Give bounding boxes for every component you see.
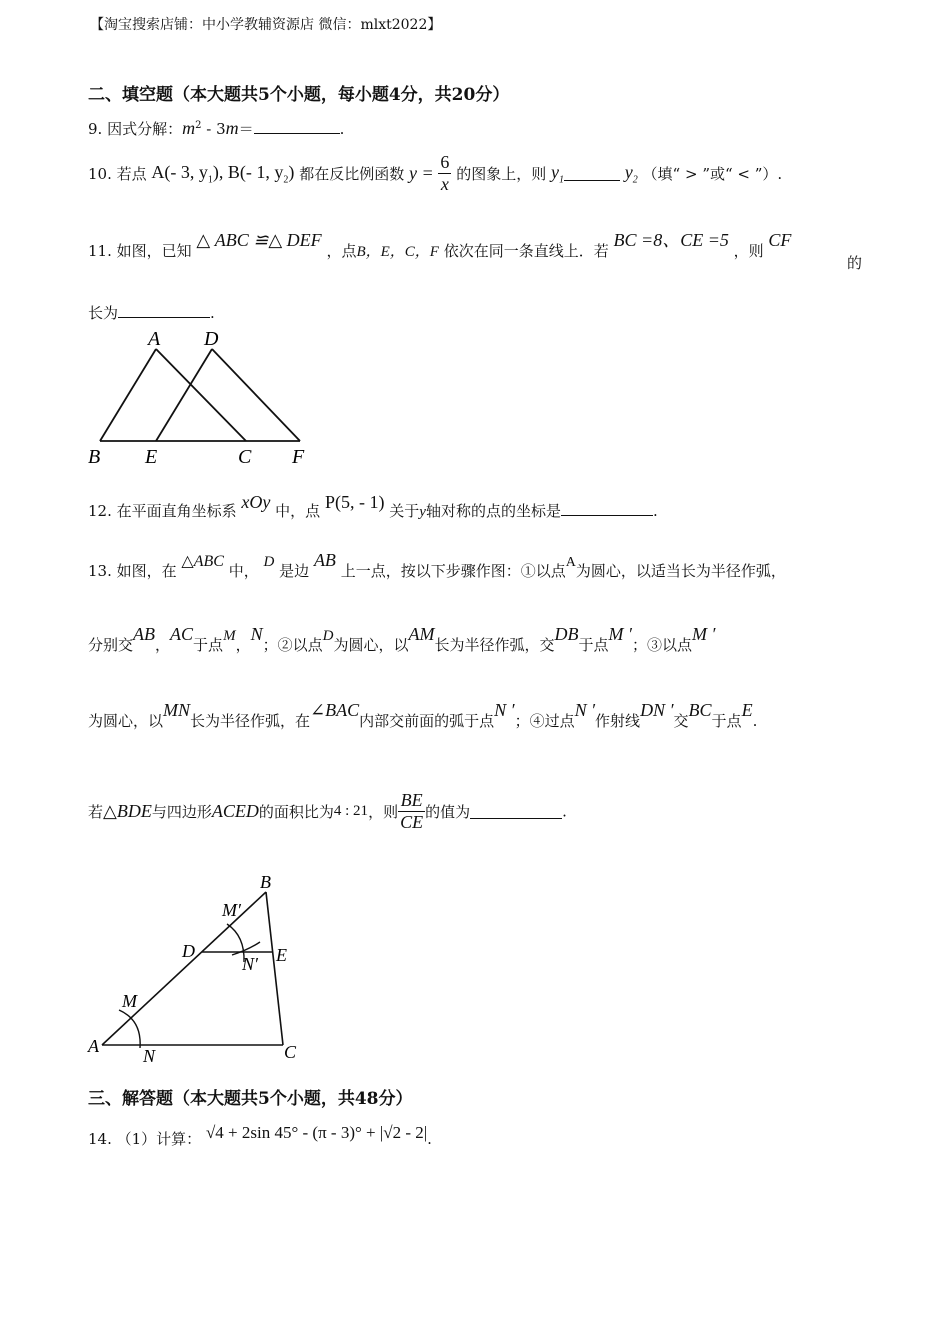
q13-l4-bde: △BDE [103, 801, 152, 821]
question-14: 14. （1）计算： √4 + 2sin 45° - (π - 3)° + |√2 - 2|. [88, 1123, 432, 1148]
q11-congruence: △ ABC ≌△ DEF [196, 230, 322, 250]
fig2-label-e: E [276, 945, 287, 965]
q10-point-a: A(- 3, $y_1$), B(- 1, $y_2$) [151, 161, 295, 186]
q10-answer-blank[interactable] [564, 166, 620, 181]
q10-y1: $y_1$ [550, 161, 564, 186]
question-10 [88, 152, 782, 195]
fig1-label-f: F [292, 446, 305, 468]
fig1-side-df [212, 349, 300, 441]
fig2-label-n: N [143, 1046, 156, 1066]
fig2-label-nprime: N′ [242, 954, 258, 974]
q13-d: D [263, 554, 275, 570]
question-13-line3: 为圆心，以MN长为半径作弧，在∠BAC内部交前面的弧于点N ′；④过点N ′作射线DN ′交BC于点E. [88, 700, 758, 730]
q10-text1: 都在反比例函数 [299, 165, 405, 183]
q13-l4-aced: ACED [211, 801, 259, 821]
question-11 [88, 230, 792, 262]
q11-text1: ，点 [326, 242, 357, 260]
q13-l2-d: D [322, 628, 334, 644]
q11-answer-blank[interactable] [118, 303, 210, 318]
question-13-line2: 分别交AB，AC于点M，N；②以点D为圆心，以AM长为半径作弧，交DB于点M ′；③以点M ′ [88, 624, 716, 654]
fig2-label-a: A [88, 1036, 99, 1056]
q10-y2: $y_2$ [624, 161, 638, 186]
figure-1-triangles [80, 325, 330, 470]
q13-l2-m: M [223, 628, 236, 644]
q12-yaxis: y [419, 504, 426, 520]
q11-text3: ，则 [733, 242, 764, 260]
q12-xoy: xOy [241, 492, 271, 512]
figure-2-construction [80, 870, 320, 1070]
fig2-label-mprime: M′ [222, 900, 241, 920]
fig2-label-c: C [284, 1042, 297, 1062]
q10-fraction: $\frac{6}{x}$ [440, 152, 450, 194]
q13-ab: AB [313, 550, 336, 570]
q9-m2: m [225, 118, 239, 138]
fig1-label-e: E [145, 446, 158, 468]
q11-line2: 长为 . [88, 304, 215, 322]
q13-l2-mp: M ′ [608, 624, 632, 644]
q11-cf: CF [768, 230, 792, 250]
q13-l2-mp2: M ′ [691, 624, 716, 644]
q12-answer-blank[interactable] [561, 501, 653, 516]
q12-point: P(5, - 1) [324, 492, 385, 512]
q9-answer-blank[interactable] [254, 119, 340, 134]
q9-m: m [182, 118, 196, 138]
fig2-label-b: B [260, 872, 271, 892]
q14-label: 14. （1）计算： [88, 1130, 202, 1148]
q13-a: A [565, 555, 576, 570]
q13-answer-blank[interactable] [470, 804, 562, 819]
q12-text1: 中，点 [275, 502, 321, 520]
section3-title: 三、解答题（本大题共5个小题，共48分） [88, 1089, 413, 1109]
section2-title: 二、填空题（本大题共5个小题，每小题4分，共20分） [88, 85, 510, 105]
fig2-side-bc [266, 892, 283, 1045]
q13-l2-ac: AC [170, 624, 194, 644]
q13-l2-ab: AB [133, 624, 156, 644]
q10-text3: （填“ > ”或“ < ”）. [642, 165, 783, 183]
q13-l3-bc: BC [688, 700, 712, 720]
fig2-label-m: M [122, 991, 137, 1011]
q10-label: 10. 若点 [88, 165, 147, 183]
q13-l3-mn: MN [163, 700, 191, 720]
question-12: 12. 在平面直角坐标系 xOy 中，点 P(5, - 1) 关于y轴对称的点的坐标是 . [88, 492, 658, 520]
q10-func-y: y = [408, 163, 434, 183]
q11-label: 11. 如图，已知 [88, 242, 192, 260]
question-13-line4: 若△BDE与四边形ACED的面积比为4 : 21，则 $\frac{BE}{CE}$ 的值为 . [88, 790, 567, 832]
q13-l3-bac: ∠BAC [310, 700, 360, 720]
q13-abc: △ABC [181, 553, 224, 570]
q13-l3-np: N ′ [494, 700, 515, 720]
q12-text3: 轴对称的点的坐标是 [425, 502, 561, 520]
q13-l3-e: E [741, 700, 753, 720]
q14-expression: √4 + 2sin 45° - (π - 3)° + |√2 - 2| [205, 1123, 428, 1142]
q9-rest: - 3 [201, 120, 226, 138]
q12-text2: 关于 [389, 502, 420, 520]
q11-text2: 依次在同一条直线上．若 [443, 242, 609, 260]
fig1-side-ac [156, 349, 246, 441]
q11-points: B，E，C，F [356, 244, 439, 260]
q9-label: 9. 因式分解： [88, 120, 183, 138]
fig2-arc-mn [119, 1010, 140, 1048]
q9-end: . [339, 120, 345, 138]
q11-given: BC =8、CE =5 [613, 230, 729, 250]
q13-l2-am: AM [408, 624, 435, 644]
q13-l3-np2: N ′ [574, 700, 596, 720]
q13-l4-ratio: 4 : 21 [333, 803, 369, 819]
fig1-label-c: C [238, 446, 252, 468]
fig1-side-ab [100, 349, 156, 441]
q13-l4-fraction: $\frac{BE}{CE}$ [400, 790, 424, 832]
q12-label: 12. 在平面直角坐标系 [88, 502, 237, 520]
q11-text4: 的 [847, 254, 863, 272]
fig1-label-d: D [204, 328, 219, 350]
watermark: 【淘宝搜索店铺：中小学教辅资源店 微信：mlxt2022】 [90, 17, 442, 33]
question-9: 9. 因式分解：$m^2 - 3m=$ . [88, 118, 345, 138]
q10-text2: 的图象上，则 [456, 165, 547, 183]
q13-l3-dnp: DN ′ [640, 700, 674, 720]
q9-eq: ＝ [238, 120, 254, 138]
question-13-line1: 13. 如图，在 △ABC 中， D 是边 AB 上一点，按以下步骤作图：①以点A为圆心，以适当长为半径作弧， [88, 550, 786, 580]
fig1-label-b: B [88, 446, 101, 468]
fig2-label-d: D [182, 941, 195, 961]
q13-l2-db: DB [554, 624, 579, 644]
fig1-side-de [156, 349, 212, 441]
fig1-label-a: A [148, 328, 161, 350]
q13-l2-n: N [250, 624, 263, 644]
